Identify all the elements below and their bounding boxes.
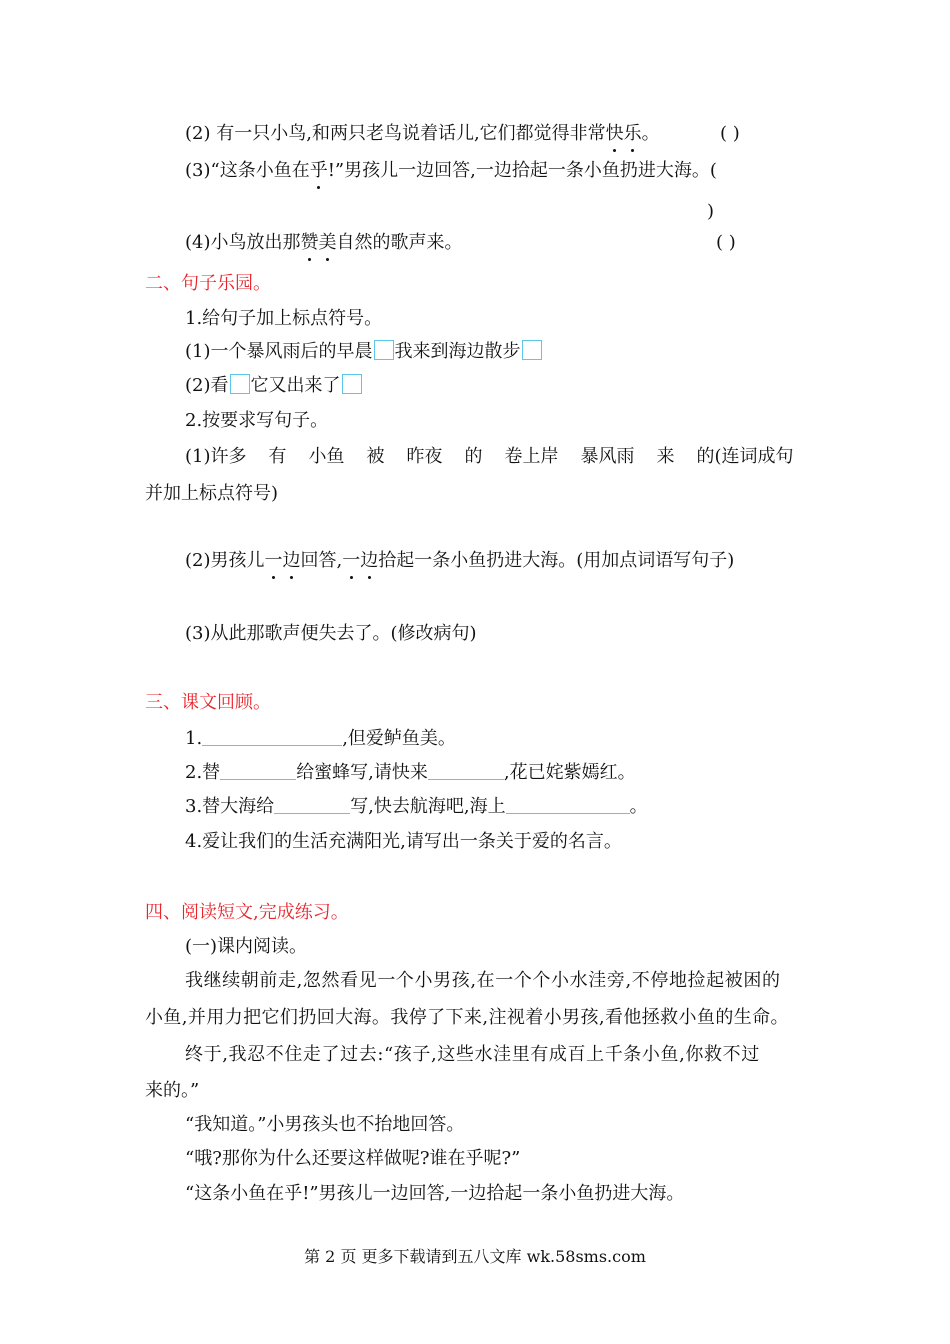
fill-blank[interactable] [428,761,504,780]
dotted-char: 一 [264,550,283,571]
fix-sentence: (3)从此那歌声便失去了。(修改病句) [185,623,477,644]
punctuation-box[interactable] [230,374,250,394]
passage-line: 来的。” [145,1080,200,1101]
punctuation-sentence-2: (2)看 它又出来了 [185,374,363,398]
question-2: (2) 有一只小鸟,和两只老鸟说着话儿,它们都觉得非常快乐。 [185,123,660,144]
word-order-cont: 并加上标点符号) [145,483,279,504]
review-line-1: 1. ,但爱鲈鱼美。 [185,728,456,749]
review-line-2: 2.替 给蜜蜂写,请快来 ,花已姹紫嫣红。 [185,762,636,783]
question-3: (3)“这条小鱼在乎!”男孩儿一边回答,一边拾起一条小鱼扔进大海。( [185,160,717,181]
review-line-3: 3.替大海给 写,快去航海吧,海上 。 [185,796,648,817]
fill-blank[interactable] [274,795,350,814]
passage-line: “哦?那你为什么还要这样做呢?谁在乎呢?” [185,1148,521,1169]
dotted-char: 乎 [309,160,328,181]
answer-paren-3-close[interactable]: ) [707,201,715,222]
page-footer: 第 2 页 更多下载请到五八文库 wk.58sms.com [304,1247,646,1266]
section-2-title: 二、句子乐园。 [145,273,271,294]
section-4-sub: (一)课内阅读。 [185,936,308,957]
answer-paren-4[interactable]: ( ) [716,232,736,253]
review-line-4: 4.爱让我们的生活充满阳光,请写出一条关于爱的名言。 [185,831,622,852]
rewrite-sentence: (2)男孩儿一边回答,一边拾起一条小鱼扔进大海。(用加点词语写句子) [185,550,735,571]
punctuation-box[interactable] [374,340,394,360]
passage-line: “我知道。”小男孩头也不抬地回答。 [185,1114,465,1135]
answer-paren-2[interactable]: ( ) [720,123,740,144]
word-order-list: (1)许多 有 小鱼 被 昨夜 的 卷上岸 暴风雨 来 的(连词成句 [185,446,794,467]
dotted-char: 快 [605,123,624,144]
dotted-char: 乐 [623,123,642,144]
punctuation-box[interactable] [342,374,362,394]
passage-line: 小鱼,并用力把它们扔回大海。我停了下来,注视着小男孩,看他拯救小鱼的生命。 [145,1007,789,1028]
dotted-char: 一 [342,550,361,571]
fill-blank[interactable] [506,795,630,814]
dotted-char: 边 [282,550,301,571]
section-2-sub2: 2.按要求写句子。 [185,410,329,431]
passage-line: 我继续朝前走,忽然看见一个小男孩,在一个个小水洼旁,不停地捡起被困的 [185,970,781,991]
passage-line: “这条小鱼在乎!”男孩儿一边回答,一边拾起一条小鱼扔进大海。 [185,1183,685,1204]
fill-blank[interactable] [202,727,342,746]
dotted-char: 边 [360,550,379,571]
dotted-char: 赞 [300,232,319,253]
question-4: (4)小鸟放出那赞美自然的歌声来。 [185,232,463,253]
punctuation-box[interactable] [522,340,542,360]
fill-blank[interactable] [220,761,296,780]
passage-line: 终于,我忍不住走了过去:“孩子,这些水洼里有成百上千条小鱼,你救不过 [185,1044,760,1065]
section-2-sub1: 1.给句子加上标点符号。 [185,308,383,329]
dotted-char: 美 [318,232,337,253]
section-4-title: 四、阅读短文,完成练习。 [145,902,349,923]
punctuation-sentence-1: (1)一个暴风雨后的早晨 我来到海边散步 [185,340,543,364]
section-3-title: 三、课文回顾。 [145,692,271,713]
